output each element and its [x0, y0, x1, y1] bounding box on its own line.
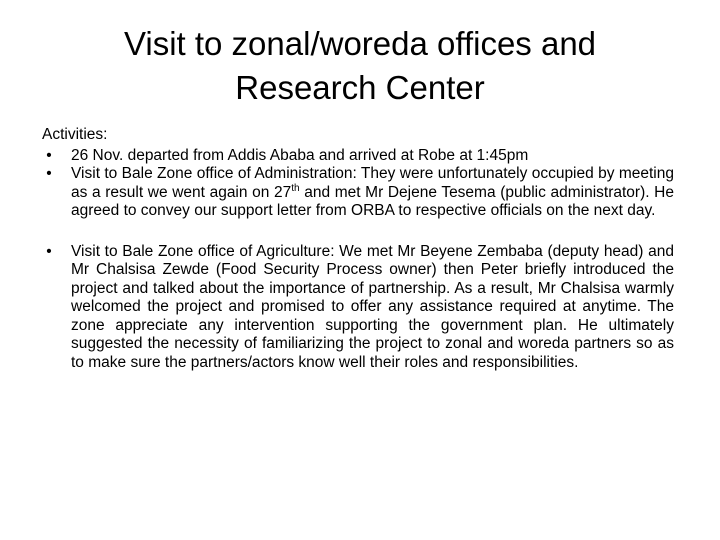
list-item-text-continued: and met Mr Dejene Tesema (public administrator). He agreed to convey our support letter from ORBA to respective officials on the next day. [71, 183, 674, 219]
bullet-icon: • [46, 242, 52, 260]
ordinal-superscript: th [291, 182, 300, 194]
list-item-text: Visit to Bale Zone office of Agriculture: We met Mr Beyene Zembaba (deputy head) and Mr Chalsisa Zewde (Food Security Process owner) then Peter briefly introduced the project and talked about the importance of partnership. As a result, Mr Chalsisa warmly welcomed the project and promised to offer any assistance required at anytime. The zone appreciate any intervention supporting the government plan. He ultimately suggested the necessity of familiarizing the project to zonal and woreda partners so as to make sure the partners/actors know well their roles and responsibilities. [71, 242, 674, 371]
list-item-text: 26 Nov. departed from Addis Ababa and arrived at Robe at 1:45pm [71, 146, 529, 164]
slide-title: Visit to zonal/woreda offices and Research Center [123, 25, 597, 106]
bullet-icon: • [46, 165, 52, 182]
activities-heading: Activities: [42, 126, 108, 143]
list-item [42, 147, 674, 166]
slide-body [42, 126, 674, 372]
bullet-icon: • [46, 146, 52, 164]
list-item-text: Visit to Bale Zone office of Administration: They were unfortunately occupied by meeting as a result we went again on 27 [71, 165, 674, 201]
list-item [42, 165, 674, 221]
activities-list [42, 147, 674, 373]
list-item [42, 243, 674, 373]
